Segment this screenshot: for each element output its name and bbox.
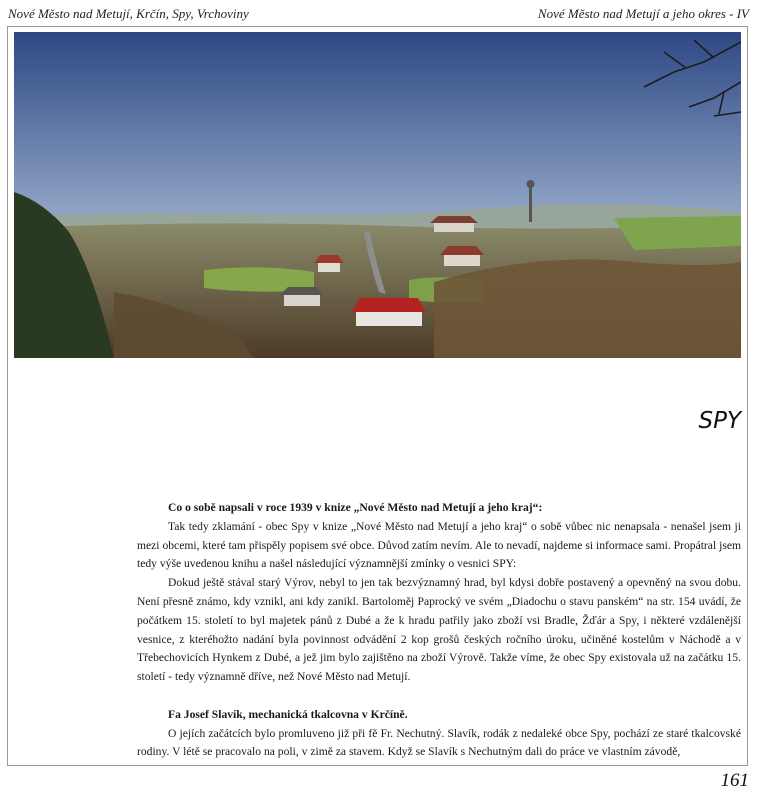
paragraph-slavik: O jejích začátcích bylo promluveno již při fě Fr. Nechutný. Slavík, rodák z nedaleké obce Spy, pochází ze staré tkalcovské rodiny. V létě se pracovalo na poli, v zimě za stavem. Když se Slavík s Nechutným dali do práce ve vlastním závodě, bbox=[137, 726, 741, 759]
page-number: 161 bbox=[720, 770, 749, 791]
paragraph-vyrov: Dokud ještě stával starý Výrov, nebyl to jen tak bezvýznamný hrad, byl kdysi dobře postavený a opevněný na svou dobu. Není přesně známo, kdy vznikl, ani kdy zanikl. Bartoloměj Paprocký ve svém „Diadochu o stavu panském“ na str. 154 uvádí, že počátkem 15. století to byl majetek pánů z Dubé a že k hradu patřily jako zboží vsi Bradle, Žďár a Spy, i některé vzdálenější vesnice, z kteréhožto nadání byla povinnost odvádění 2 kop grošů českých ročního úroku, učiněné kostelům v Náchodě a v Třebechovicích Hynkem z Dubé, a jež jim bylo zajištěno na zboží Výrově. Takže víme, že obec Spy existovala už na začátku 15. století - tedy významně dříve, než Nové Město nad Metují. bbox=[137, 576, 741, 684]
paragraph-gap bbox=[137, 687, 741, 706]
running-header-left: Nové Město nad Metují, Krčín, Spy, Vrchoviny bbox=[8, 6, 249, 21]
field-right bbox=[614, 216, 741, 250]
paragraph-intro: Tak tedy zklamání - obec Spy v knize „Nové Město nad Metují a jeho kraj“ o sobě vůbec nic nenapsala - nenašel jsem ji mezi obcemi, které tam přispěly popisem své obce. Důvod zatím nevím. Ale to nevadí, najdeme si informace sami. Propátral jsem tedy výše uvedenou knihu a našel následující významnější zmínky o vesnici SPY: bbox=[137, 519, 741, 571]
running-header-right: Nové Město nad Metují a jeho okres - IV bbox=[537, 6, 749, 21]
section-title: SPY bbox=[698, 408, 741, 434]
village-photo-graphic bbox=[14, 32, 741, 358]
village-photo bbox=[14, 32, 741, 358]
bare-trees-right bbox=[434, 260, 741, 359]
paragraph-heading-slavik: Fa Josef Slavík, mechanická tkalcovna v Krčíně. bbox=[168, 707, 408, 721]
body-text bbox=[137, 499, 741, 762]
paragraph-heading-1939: Co o sobě napsali v roce 1939 v knize „Nové Město nad Metují a jeho kraj“: bbox=[168, 501, 543, 514]
